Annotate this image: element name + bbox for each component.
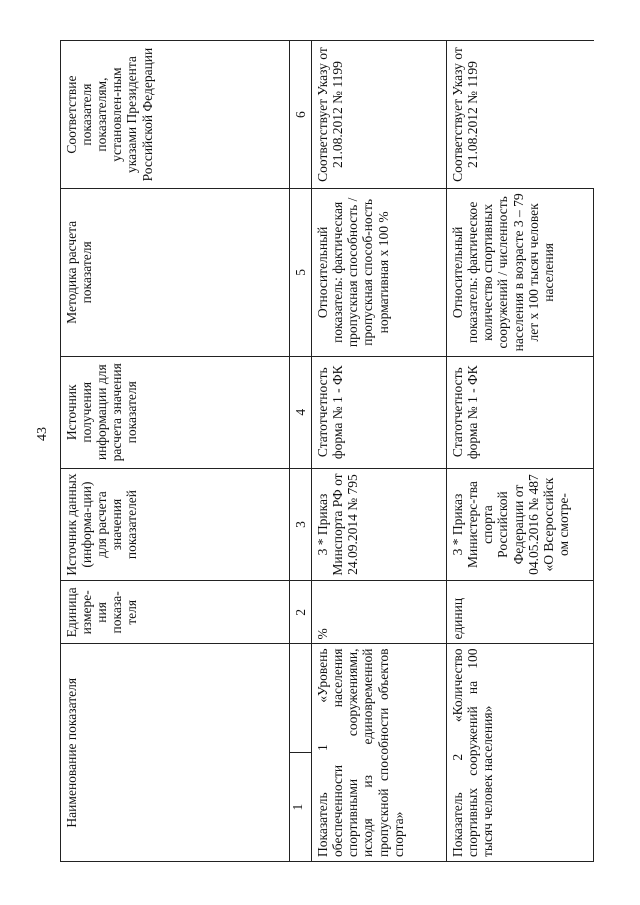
page-number: 43 xyxy=(35,427,50,441)
table-header-row xyxy=(61,41,290,862)
indicator-name: Показатель 2 «Количество спортивных сооружений на 100 тысяч человек населения» xyxy=(447,644,594,862)
indicator-compliance: Соответствует Указу от 21.08.2012 № 1199 xyxy=(447,41,594,189)
header-data-source: Источник данных (информа-ции) для расчета значения показателей xyxy=(61,468,290,580)
rotated-table-wrapper xyxy=(60,40,584,862)
indicator-compliance: Соответствует Указу от 21.08.2012 № 1199 xyxy=(312,41,447,189)
indicator-info-origin: Статотчетность форма № 1 - ФК xyxy=(312,356,447,468)
indicator-unit: % xyxy=(312,581,447,644)
column-number-1b xyxy=(290,645,311,753)
column-number-2: 2 xyxy=(290,581,312,644)
column-number-5: 5 xyxy=(290,189,312,356)
indicator-calc-method: Относительный показатель: фактическая пропускная способность / пропускная способ-ность нормативная х 100 % xyxy=(312,189,447,356)
header-unit: Единица измере-ния показа-теля xyxy=(61,581,290,644)
column-number-4: 4 xyxy=(290,356,312,468)
header-info-origin: Источник получения информации для расчета значения показателя xyxy=(61,356,290,468)
column-number-1 xyxy=(290,644,312,862)
column-number-1a: 1 xyxy=(290,752,311,861)
table-row xyxy=(312,41,447,862)
indicator-unit: единиц xyxy=(447,581,594,644)
header-compliance: Соответствие показателя показателям, установлен-ным указами Президента Российской Федерации xyxy=(61,41,290,189)
column-number-6: 6 xyxy=(290,41,312,189)
header-calc-method: Методика расчета показателя xyxy=(61,189,290,356)
table-row xyxy=(447,41,594,862)
indicator-info-origin: Статотчетность форма № 1 - ФК xyxy=(447,356,594,468)
column-number-row xyxy=(290,41,312,862)
header-indicator-name: Наименование показателя xyxy=(61,644,290,862)
indicator-data-source: 3 * Приказ Минспорта РФ от 24.09.2014 № 795 xyxy=(312,468,447,580)
indicator-calc-method: Относительный показатель: фактическое количество спортивных сооружений / численность населения в возрасте 3 – 79 лет х 100 тысяч человек населения xyxy=(447,189,594,356)
indicator-name: Показатель 1 «Уровень обеспеченности населения спортивными сооружениями, исходя из единовременной пропускной способности объектов спорта» xyxy=(312,644,447,862)
indicators-table xyxy=(60,40,594,862)
column-number-3: 3 xyxy=(290,468,312,580)
indicator-data-source: 3 * Приказ Министерс-тва спорта Российской Федерации от 04.05.2016 № 487 «О Всероссийск ом смотре- xyxy=(447,468,594,580)
